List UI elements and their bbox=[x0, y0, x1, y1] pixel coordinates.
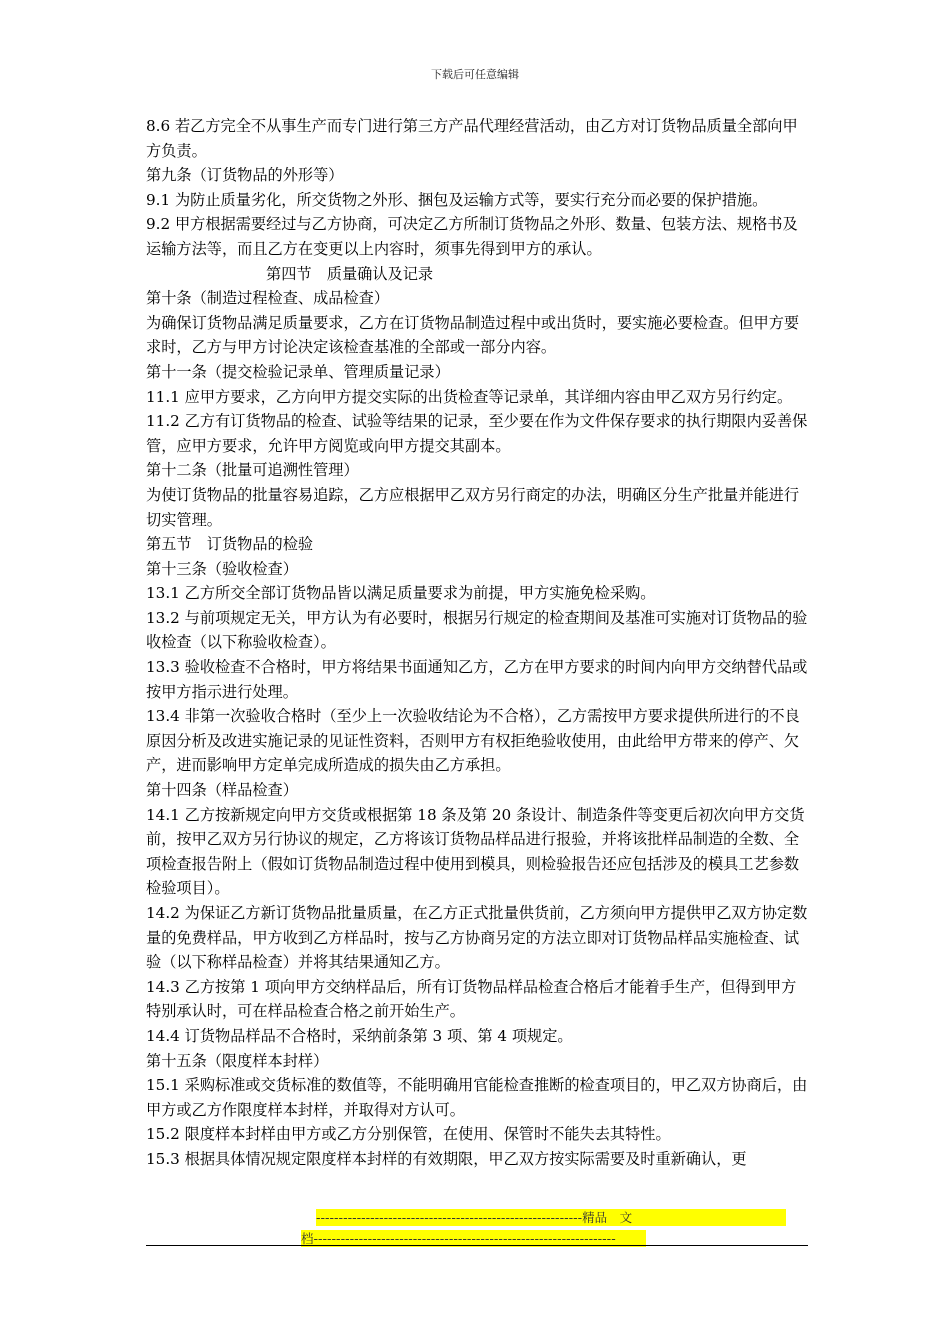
paragraph: 8.6 若乙方完全不从事生产而专门进行第三方产品代理经营活动，由乙方对订货物品质量全部向甲方负责。 bbox=[146, 117, 798, 160]
clause-heading: 第五节 订货物品的检验 bbox=[146, 535, 314, 554]
footer-banner-line-1: -----------------------------------------------------------精品 文 bbox=[316, 1209, 786, 1226]
paragraph: 14.3 乙方按第 1 项向甲方交纳样品后，所有订货物品样品检查合格后才能着手生产，但得到甲方特别承认时，可在样品检查合格之前开始生产。 bbox=[146, 977, 797, 1021]
paragraph: 14.2 为保证乙方新订货物品批量质量，在乙方正式批量供货前，乙方须向甲方提供甲乙双方协定数量的免费样品，甲方收到乙方样品时，按与乙方协商另定的方法立即对订货物品样品实施检查、试验（以下称样品检查）并将其结果通知乙方。 bbox=[146, 904, 808, 972]
paragraph: 13.4 非第一次验收合格时（至少上一次验收结论为不合格），乙方需按甲方要求提供所进行的不良原因分析及改进实施记录的见证性资料，否则甲方有权拒绝验收使用，由此给甲方带来的停产、欠产，进而影响甲方定单完成所造成的损失由乙方承担。 bbox=[146, 707, 800, 775]
clause-heading: 第十四条（样品检查） bbox=[146, 781, 298, 800]
paragraph: 13.2 与前项规定无关，甲方认为有必要时，根据另行规定的检查期间及基准可实施对订货物品的验收检查（以下称验收检查）。 bbox=[146, 608, 808, 652]
section-title: 第四节 质量确认及记录 bbox=[266, 264, 434, 283]
paragraph: 14.1 乙方按新规定向甲方交货或根据第 18 条及第 20 条设计、制造条件等变更后初次向甲方交货前，按甲乙双方另行协议的规定，乙方将该订货物品样品进行报验，并将该批样品制造的全数、全项检查报告附上（假如订货物品制造过程中使用到模具，则检验报告还应包括涉及的模具工艺参数检验项目）。 bbox=[146, 805, 805, 898]
paragraph: 为确保订货物品满足质量要求，乙方在订货物品制造过程中或出货时，要实施必要检查。但甲方要求时，乙方与甲方讨论决定该检查基准的全部或一部分内容。 bbox=[146, 313, 800, 357]
clause-heading: 第九条（订货物品的外形等） bbox=[146, 166, 344, 185]
paragraph: 15.3 根据具体情况规定限度样本封样的有效期限，甲乙双方按实际需要及时重新确认，更 bbox=[146, 1149, 747, 1168]
paragraph: 9.2 甲方根据需要经过与乙方协商，可决定乙方所制订货物品之外形、数量、包装方法、规格书及运输方法等，而且乙方在变更以上内容时，须事先得到甲方的承认。 bbox=[146, 215, 798, 258]
paragraph: 11.1 应甲方要求，乙方向甲方提交实际的出货检查等记录单，其详细内容由甲乙双方另行约定。 bbox=[146, 387, 793, 406]
clause-heading: 第十三条（验收检查） bbox=[146, 559, 298, 578]
clause-heading: 第十条（制造过程检查、成品检查） bbox=[146, 289, 389, 308]
paragraph: 9.1 为防止质量劣化，所交货物之外形、捆包及运输方式等，要实行充分而必要的保护措施。 bbox=[146, 190, 768, 209]
paragraph: 13.1 乙方所交全部订货物品皆以满足质量要求为前提，甲方实施免检采购。 bbox=[146, 584, 656, 603]
paragraph: 15.1 采购标准或交货标准的数值等，不能明确用官能检查推断的检查项目的，甲乙双方协商后，由甲方或乙方作限度样本封样，并取得对方认可。 bbox=[146, 1076, 808, 1119]
footer-banner-line-2: 档------------------------------------------------------------------- bbox=[301, 1230, 646, 1247]
page-header: 下载后可任意编辑 bbox=[431, 68, 519, 81]
document-body bbox=[146, 114, 808, 1172]
clause-heading: 第十五条（限度样本封样） bbox=[146, 1051, 329, 1070]
footer-divider bbox=[146, 1245, 808, 1246]
clause-heading: 第十一条（提交检验记录单、管理质量记录） bbox=[146, 362, 450, 381]
paragraph: 15.2 限度样本封样由甲方或乙方分别保管，在使用、保管时不能失去其特性。 bbox=[146, 1125, 671, 1144]
paragraph: 11.2 乙方有订货物品的检查、试验等结果的记录，至少要在作为文件保存要求的执行期限内妥善保管，应甲方要求，允许甲方阅览或向甲方提交其副本。 bbox=[146, 412, 808, 455]
paragraph: 13.3 验收检查不合格时，甲方将结果书面通知乙方，乙方在甲方要求的时间内向甲方交纳替代品或按甲方指示进行处理。 bbox=[146, 658, 808, 701]
paragraph: 14.4 订货物品样品不合格时，采纳前条第 3 项、第 4 项规定。 bbox=[146, 1026, 573, 1045]
clause-heading: 第十二条（批量可追溯性管理） bbox=[146, 461, 359, 480]
paragraph: 为使订货物品的批量容易追踪，乙方应根据甲乙双方另行商定的办法，明确区分生产批量并能进行切实管理。 bbox=[146, 485, 800, 529]
